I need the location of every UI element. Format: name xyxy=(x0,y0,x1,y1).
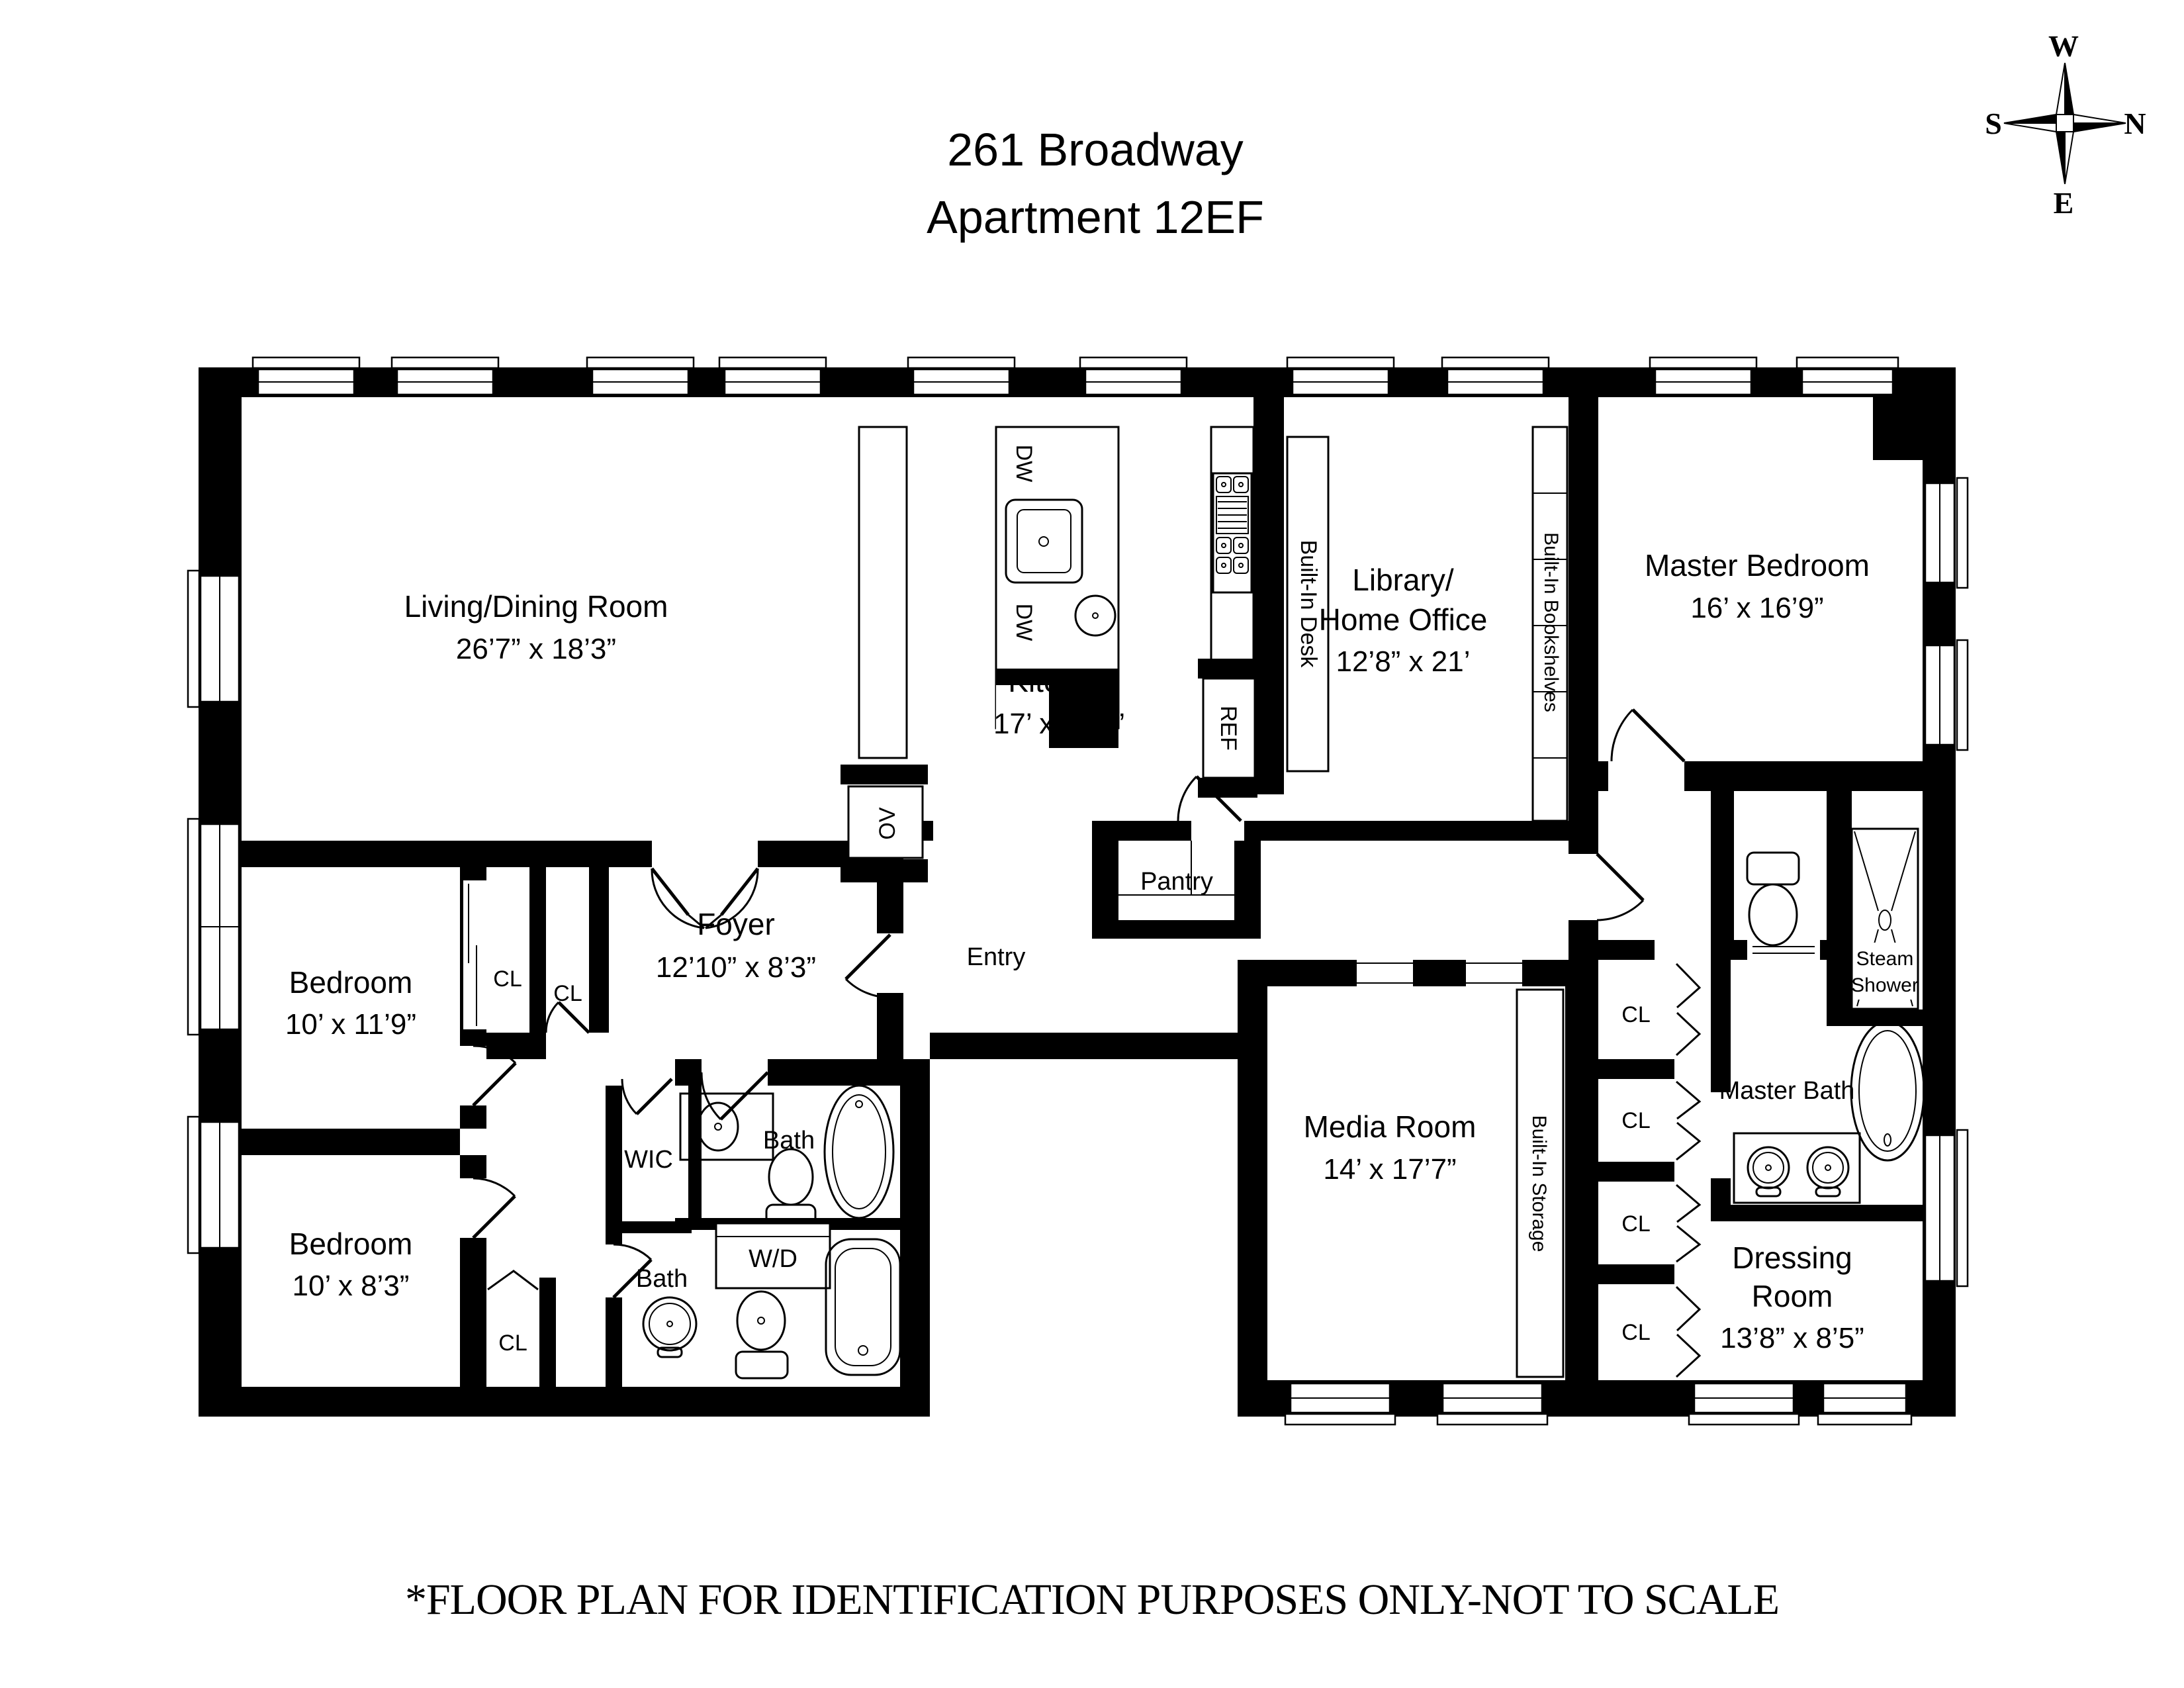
compass-east-label: E xyxy=(2053,186,2074,220)
master-sink-2-icon xyxy=(1807,1147,1848,1188)
bedroom2-closet-bifold xyxy=(488,1271,538,1289)
bedroom1-label: Bedroom xyxy=(289,965,413,1000)
closet-column-label-1: CL xyxy=(1621,1002,1651,1027)
washer-dryer-label: W/D xyxy=(749,1245,797,1273)
built-in-desk-label: Built-In Desk xyxy=(1296,539,1321,668)
hall-to-closet-corridor-opening xyxy=(1655,940,1711,960)
pantry-label: Pantry xyxy=(1140,868,1213,896)
steam-shower-icon xyxy=(1851,829,1919,1009)
title-address: 261 Broadway xyxy=(947,124,1244,175)
master-bedroom-label: Master Bedroom xyxy=(1644,548,1870,583)
dishwasher-2-label: DW xyxy=(1011,603,1036,641)
closet-slider-opening xyxy=(463,880,486,1029)
entry-label: Entry xyxy=(966,943,1026,971)
bath2-sink-icon xyxy=(737,1291,785,1350)
built-in-bookshelves-label: Built-In Bookshelves xyxy=(1540,532,1562,712)
closet-column-label-2: CL xyxy=(1621,1108,1651,1133)
master-tub-icon xyxy=(1851,1021,1924,1160)
dressing-room-label-1: Dressing xyxy=(1732,1241,1852,1275)
cooktop-icon xyxy=(1075,596,1115,635)
bedroom2-door xyxy=(473,1178,515,1238)
master-bedroom-dims: 16’ x 16’9” xyxy=(1690,592,1824,624)
bedroom2-label: Bedroom xyxy=(289,1227,413,1261)
master-bedroom-door xyxy=(1612,710,1684,761)
built-in-storage-label: Built-In Storage xyxy=(1528,1115,1550,1252)
compass-north-label: N xyxy=(2124,107,2146,140)
media-room-label: Media Room xyxy=(1303,1109,1477,1144)
wic-label: WIC xyxy=(624,1146,673,1174)
walls xyxy=(199,367,1956,1417)
media-room-dims: 14’ x 17’7” xyxy=(1323,1153,1457,1186)
compass-west-label: W xyxy=(2048,29,2079,63)
master-sink-1-icon xyxy=(1748,1147,1789,1188)
hall-door-opening xyxy=(1569,854,1598,920)
closet-column-label-4: CL xyxy=(1621,1320,1651,1345)
closet-column-label-3: CL xyxy=(1621,1211,1651,1237)
compass-south-label: S xyxy=(1985,107,2002,140)
library-dims: 12’8” x 21’ xyxy=(1336,645,1471,678)
dishwasher-1-label: DW xyxy=(1011,444,1036,483)
closet-column-bifolds xyxy=(1676,964,1700,1377)
closet2-label: CL xyxy=(553,981,582,1006)
bath2-toilet-icon xyxy=(643,1297,696,1350)
bath1-toilet-icon xyxy=(769,1149,813,1205)
foyer-label: Foyer xyxy=(697,907,775,941)
bath1-label: Bath xyxy=(762,1127,815,1154)
disclaimer-text: *FLOOR PLAN FOR IDENTIFICATION PURPOSES ONLY-NOT TO SCALE xyxy=(404,1575,1780,1624)
kitchen-label: Kitchen xyxy=(1008,664,1110,698)
library-label-1: Library/ xyxy=(1352,563,1454,597)
living-room-dims: 26’7” x 18’3” xyxy=(455,633,617,665)
master-hall-door xyxy=(1597,854,1643,920)
entry-door xyxy=(846,935,890,998)
windows xyxy=(188,357,1968,1425)
compass-rose-icon xyxy=(1985,29,2146,220)
bath1-tub-icon xyxy=(825,1086,893,1218)
bedroom2-closet-label: CL xyxy=(498,1331,527,1356)
master-bath-label: Master Bath xyxy=(1719,1077,1855,1105)
living-room-label: Living/Dining Room xyxy=(404,589,668,624)
kitchen-dims: 17’ x 11’6” xyxy=(993,708,1125,740)
master-wc-tank xyxy=(1747,853,1799,884)
refrigerator-label: REF xyxy=(1216,706,1241,751)
dressing-room-label-2: Room xyxy=(1751,1279,1833,1313)
bedroom1-dims: 10’ x 11’9” xyxy=(285,1008,417,1041)
master-toilet-icon xyxy=(1749,884,1797,945)
dressing-room-dims: 13’8” x 8’5” xyxy=(1720,1322,1864,1354)
steam-shower-label-1: Steam xyxy=(1856,948,1914,970)
wic-door xyxy=(622,1079,672,1114)
bath2-label: Bath xyxy=(635,1265,688,1293)
closet1-label: CL xyxy=(493,966,522,992)
window-left-wall xyxy=(188,571,239,1253)
bedroom2-dims: 10’ x 8’3” xyxy=(292,1270,410,1302)
kitchen-counter-left xyxy=(859,427,907,758)
library-label-2: Home Office xyxy=(1318,602,1488,637)
foyer-dims: 12’10” x 8’3” xyxy=(655,951,817,984)
closet2-door xyxy=(546,1002,589,1033)
title-apartment: Apartment 12EF xyxy=(927,191,1264,243)
library-fixtures xyxy=(1517,427,1567,1377)
kitchen-counter-right xyxy=(1211,427,1253,675)
oven-label: OV xyxy=(875,807,900,840)
steam-shower-label-2: Shower xyxy=(1851,974,1919,996)
range-icon xyxy=(1213,473,1251,592)
